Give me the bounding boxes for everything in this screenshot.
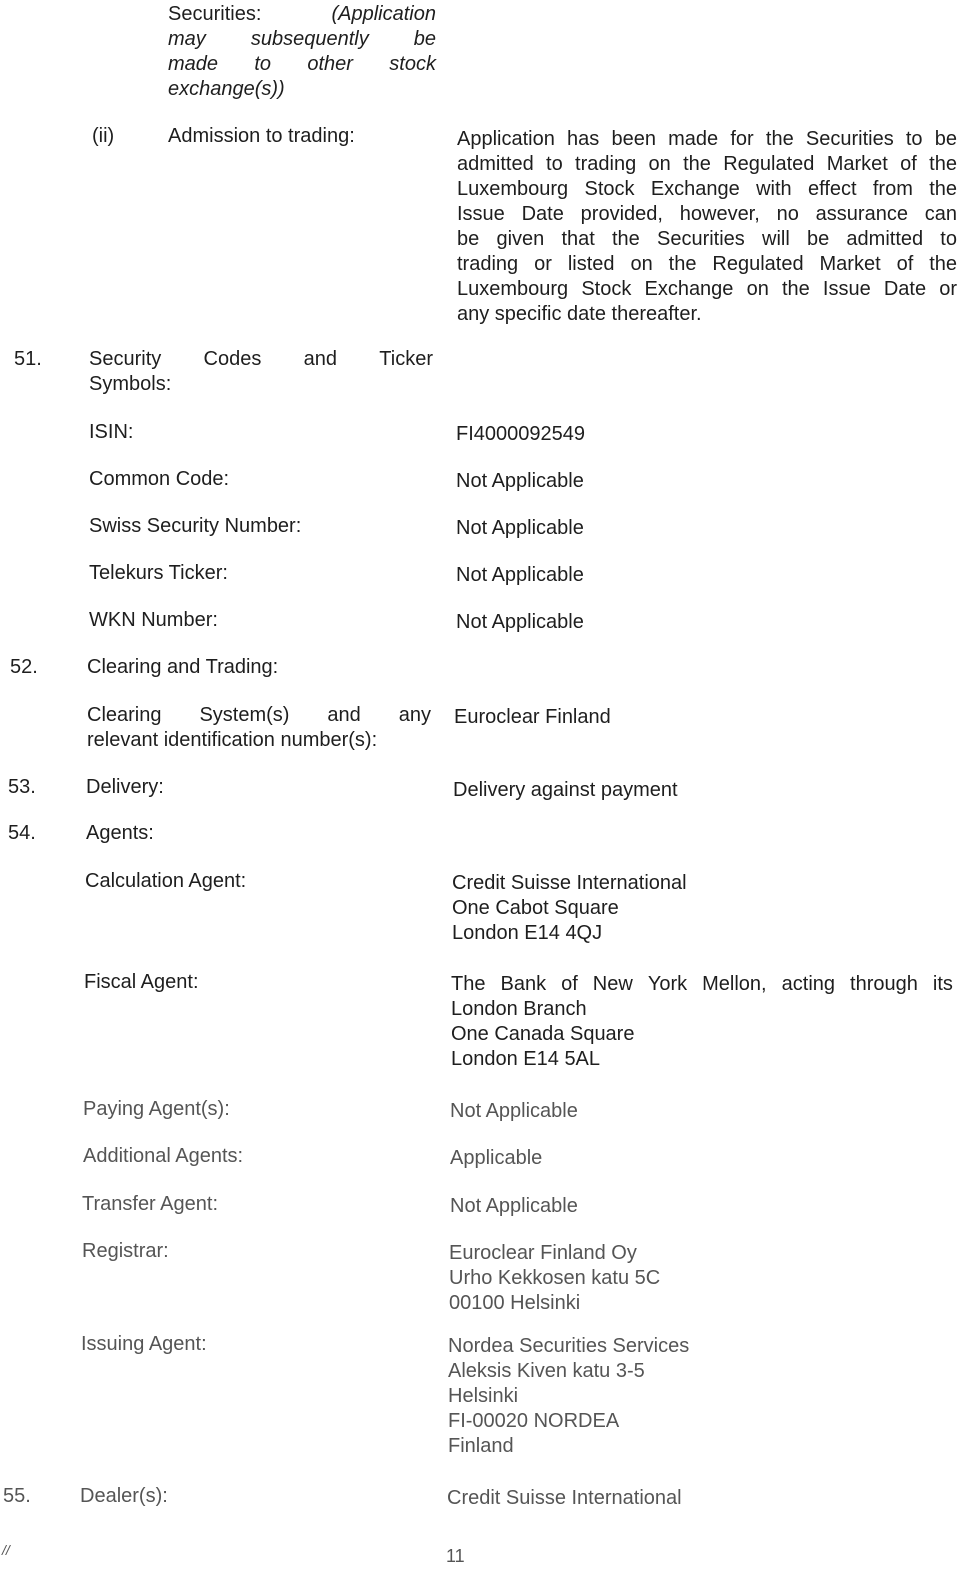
paragraph-line: any specific date thereafter. (457, 303, 702, 325)
address-word: acting (781, 973, 836, 995)
dealers-value: Credit Suisse International (447, 1487, 682, 1509)
label-word: made (168, 53, 219, 75)
address-word: The (451, 973, 486, 995)
label-word: to (254, 53, 272, 75)
item-number: 55. (3, 1485, 31, 1507)
address-word: York (647, 973, 688, 995)
telekurs-ticker-label: Telekurs Ticker: (89, 562, 228, 584)
item-number: 53. (8, 776, 36, 798)
registrar-address (449, 1241, 660, 1316)
additional-agents-value: Applicable (450, 1147, 543, 1169)
telekurs-ticker-value: Not Applicable (456, 564, 584, 586)
label-word: be (413, 28, 436, 50)
wkn-number-value: Not Applicable (456, 611, 584, 633)
delivery-value: Delivery against payment (453, 779, 678, 801)
additional-agents-label: Additional Agents: (83, 1145, 244, 1167)
transfer-agent-value: Not Applicable (450, 1195, 578, 1217)
address-line: FI-00020 NORDEA (448, 1410, 620, 1432)
address-line: One Canada Square (451, 1023, 635, 1045)
item-number: 52. (10, 656, 38, 678)
paying-agents-label: Paying Agent(s): (83, 1098, 230, 1120)
address-line: London E14 5AL (451, 1048, 601, 1070)
label-line: relevant identification number(s): (87, 729, 378, 751)
paragraph-line: admitted to trading on the Regulated Market of the (457, 153, 957, 175)
label-word: exchange(s)) (168, 78, 285, 100)
calculation-agent-label: Calculation Agent: (85, 870, 247, 892)
paragraph-line: Luxembourg Stock Exchange on the Issue Date or (457, 278, 957, 300)
item-number: 51. (14, 348, 42, 370)
address-line: One Cabot Square (452, 897, 619, 919)
swiss-security-number-value: Not Applicable (456, 517, 584, 539)
label-word: Securities: (168, 3, 262, 25)
address-line: London Branch (451, 998, 587, 1020)
address-word: through (850, 973, 918, 995)
label-word: subsequently (250, 28, 369, 50)
address-line: Euroclear Finland Oy (449, 1242, 637, 1264)
isin-value: FI4000092549 (456, 423, 586, 445)
delivery-label: Delivery: (86, 776, 164, 798)
clearing-and-trading-heading: Clearing and Trading: (87, 656, 279, 678)
label-word: System(s) (199, 704, 290, 726)
label-word: stock (389, 53, 436, 75)
common-code-label: Common Code: (89, 468, 230, 490)
agents-heading: Agents: (86, 822, 154, 844)
heading-word: Ticker (379, 348, 433, 370)
label-word: other (307, 53, 353, 75)
heading-line: Symbols: (89, 373, 172, 395)
swiss-security-number-label: Swiss Security Number: (89, 515, 302, 537)
address-word: its (932, 973, 953, 995)
address-word: Bank (500, 973, 547, 995)
address-word: Mellon, (702, 973, 767, 995)
address-line: 00100 Helsinki (449, 1292, 581, 1314)
address-line: Helsinki (448, 1385, 519, 1407)
item-number: 54. (8, 822, 36, 844)
securities-listing-label (168, 2, 436, 102)
label-word: and (327, 704, 361, 726)
clearing-system-label (87, 703, 431, 753)
address-line: London E14 4QJ (452, 922, 603, 944)
label-word: (Application (331, 3, 436, 25)
paragraph-line: be given that the Securities will be admitted to (457, 228, 957, 250)
heading-word: Security (89, 348, 162, 370)
paragraph-line: Issue Date provided, however, no assurance can (457, 203, 957, 225)
admission-to-trading-text (457, 127, 957, 327)
label-word: may (168, 28, 206, 50)
fiscal-agent-address (451, 972, 953, 1072)
isin-label: ISIN: (89, 421, 134, 443)
calculation-agent-address (452, 871, 687, 946)
admission-to-trading-label: Admission to trading: (168, 125, 355, 147)
address-line: Nordea Securities Services (448, 1335, 690, 1357)
transfer-agent-label: Transfer Agent: (82, 1193, 218, 1215)
paying-agents-value: Not Applicable (450, 1100, 578, 1122)
fiscal-agent-label: Fiscal Agent: (84, 971, 199, 993)
label-word: Clearing (87, 704, 162, 726)
address-line: Finland (448, 1435, 514, 1457)
footer-mark: // (2, 1542, 10, 1558)
registrar-label: Registrar: (82, 1240, 169, 1262)
address-line: Urho Kekkosen katu 5C (449, 1267, 661, 1289)
issuing-agent-address (448, 1334, 689, 1459)
sub-item-marker: (ii) (92, 125, 115, 147)
address-line: Aleksis Kiven katu 3-5 (448, 1360, 645, 1382)
label-word: any (398, 704, 431, 726)
dealers-label: Dealer(s): (80, 1485, 168, 1507)
address-word: New (592, 973, 633, 995)
heading-word: Codes (203, 348, 262, 370)
paragraph-line: trading or listed on the Regulated Market of the (457, 253, 957, 275)
paragraph-line: Application has been made for the Securities to be (457, 128, 957, 150)
clearing-system-value: Euroclear Finland (454, 706, 611, 728)
address-line: Credit Suisse International (452, 872, 687, 894)
security-codes-heading (89, 347, 433, 397)
heading-word: and (303, 348, 337, 370)
wkn-number-label: WKN Number: (89, 609, 218, 631)
address-word: of (561, 973, 578, 995)
issuing-agent-label: Issuing Agent: (81, 1333, 207, 1355)
common-code-value: Not Applicable (456, 470, 584, 492)
page-number: 11 (446, 1546, 465, 1566)
paragraph-line: Luxembourg Stock Exchange with effect from the (457, 178, 957, 200)
